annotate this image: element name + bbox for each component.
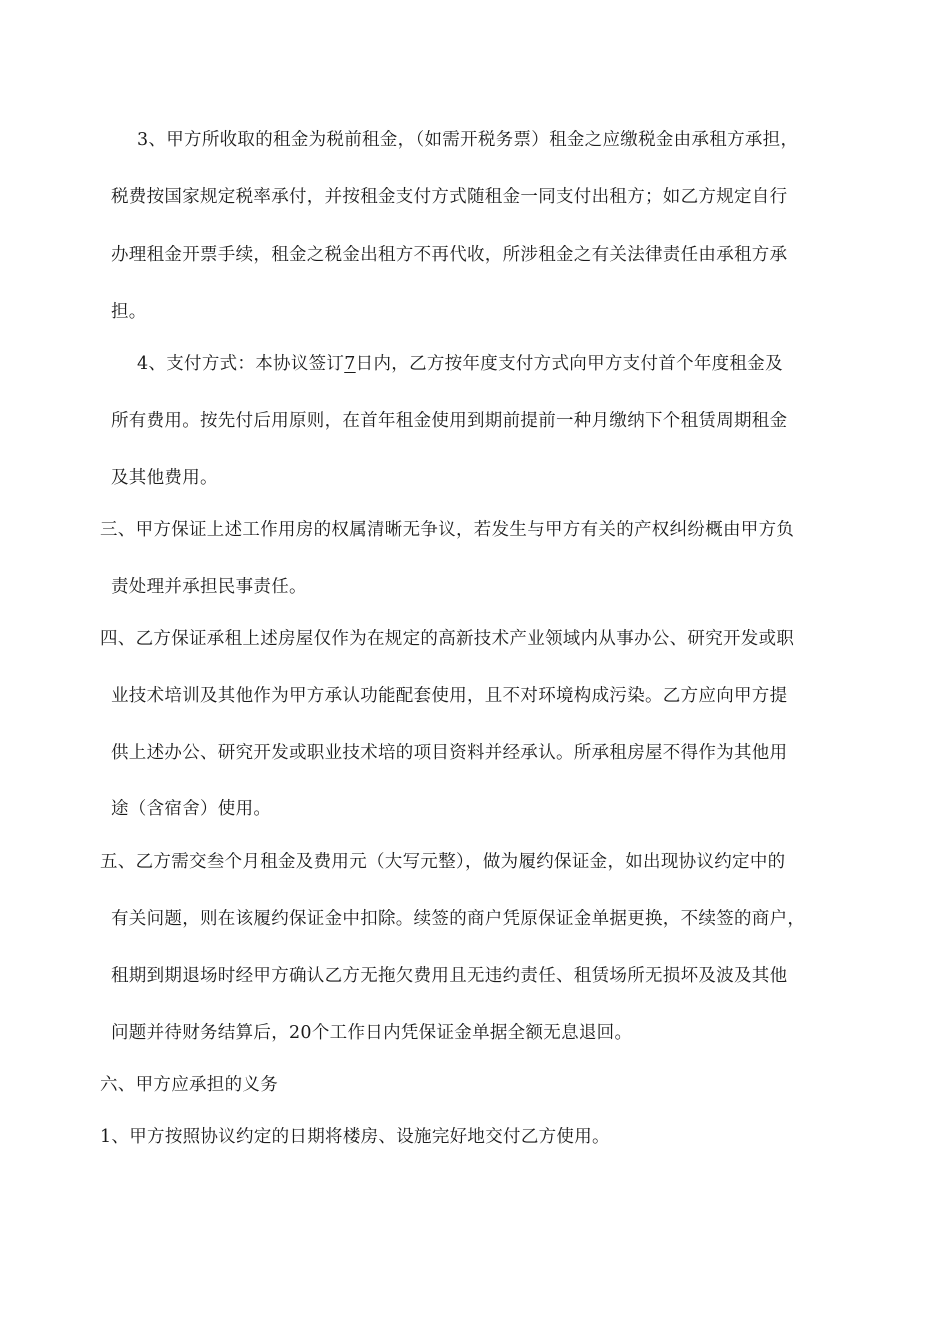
- section-4-line-4: 途（含宿舍）使用。: [111, 799, 272, 819]
- section-4-line-1: 四、乙方保证承租上述房屋仅作为在规定的高新技术产业领域内从事办公、研究开发或职: [100, 629, 795, 649]
- clause-3-line-2: 税费按国家规定税率承付，并按租金支付方式随租金一同支付出租方；如乙方规定自行: [111, 187, 788, 207]
- clause-3-line-1: 3、甲方所收取的租金为税前租金，（如需开税务票）租金之应缴税金由承租方承担，: [137, 130, 799, 150]
- section-4-line-3: 供上述办公、研究开发或职业技术培的项目资料并经承认。所承租房屋不得作为其他用: [111, 743, 788, 763]
- section-3-line-1: 三、甲方保证上述工作用房的权属清晰无争议，若发生与甲方有关的产权纠纷概由甲方负: [100, 520, 795, 540]
- section-6-item-1: 1、甲方按照协议约定的日期将楼房、设施完好地交付乙方使用。: [100, 1127, 610, 1147]
- section-5-line-1: 五、乙方需交叁个月租金及费用元（大写元整），做为履约保证金，如出现协议约定中的: [100, 852, 786, 872]
- section-3-line-2: 责处理并承担民事责任。: [111, 577, 307, 597]
- clause-3-line-4: 担。: [111, 302, 147, 322]
- section-5-line-2: 有关问题，则在该履约保证金中扣除。续签的商户凭原保证金单据更换，不续签的商户，: [111, 909, 806, 929]
- clause-4-line-1: [137, 352, 783, 376]
- clause-4-prefix: 4、支付方式：本协议签订: [137, 354, 345, 374]
- clause-4-suffix: 日内，乙方按年度支付方式向甲方支付首个年度租金及: [355, 354, 783, 374]
- section-6-heading: 六、甲方应承担的义务: [100, 1075, 278, 1095]
- section-5-line-3: 租期到期退场时经甲方确认乙方无拖欠费用且无违约责任、租赁场所无损坏及波及其他: [111, 966, 788, 986]
- clause-4-line-2: 所有费用。按先付后用原则，在首年租金使用到期前提前一种月缴纳下个租赁周期租金: [111, 411, 788, 431]
- clause-3-line-3: 办理租金开票手续，租金之税金出租方不再代收，所涉租金之有关法律责任由承租方承: [111, 245, 788, 265]
- section-4-line-2: 业技术培训及其他作为甲方承认功能配套使用，且不对环境构成污染。乙方应向甲方提: [111, 686, 788, 706]
- clause-4-line-3: 及其他费用。: [111, 468, 218, 488]
- payment-days: 7: [344, 354, 356, 374]
- section-5-line-4: 问题并待财务结算后，20个工作日内凭保证金单据全额无息退回。: [111, 1023, 633, 1043]
